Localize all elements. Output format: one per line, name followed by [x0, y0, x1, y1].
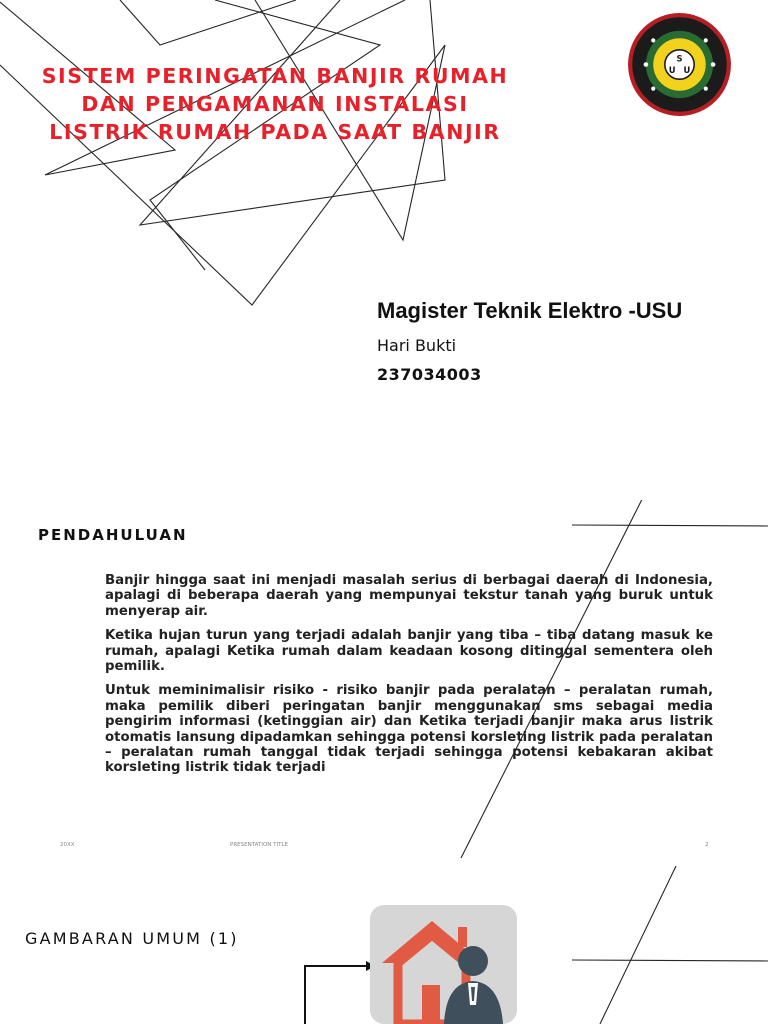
- footer-presentation-title: PRESENTATION TITLE: [230, 842, 289, 848]
- title-slide: [0, 0, 768, 500]
- introduction-slide: [0, 500, 768, 858]
- paragraph: Banjir hingga saat ini menjadi masalah serius di berbagai daerah di Indonesia, apalagi di beberapa daerah yang mempunyai tekstur tanah yang buruk untuk menyerap air.: [105, 573, 713, 619]
- section-heading: GAMBARAN UMUM (1): [25, 929, 239, 948]
- student-id: 237034003: [377, 365, 482, 384]
- author-info: [377, 298, 682, 394]
- introduction-text: [105, 573, 713, 785]
- presentation-title: SISTEM PERINGATAN BANJIR RUMAH DAN PENGAMANAN INSTALASI LISTRIK RUMAH PADA SAAT BANJIR: [41, 64, 509, 144]
- section-heading: PENDAHULUAN: [38, 526, 188, 544]
- footer-date: 20XX: [60, 842, 75, 848]
- svg-text:U: U: [683, 64, 691, 75]
- paragraph: Untuk meminimalisir risiko - risiko banjir pada peralatan – peralatan rumah, maka pemilik diberi peringatan banjir menggunakan sms sebagai media pengirim informasi (ketinggian air) dan Ketika terjadi banjir maka arus listrik otomatis lansung dipadamkan sehingga potensi korsleting listrik pada peralatan – peralatan rumah tanggal tidak terjadi sehingga potensi kebakaran akibat korsleting listrik tidak terjadi: [105, 683, 713, 776]
- svg-text:S: S: [676, 53, 683, 64]
- house-owner-image: [370, 905, 517, 1024]
- paragraph: Ketika hujan turun yang terjadi adalah banjir yang tiba – tiba datang masuk ke rumah, apalagi Ketika rumah dalam keadaan kosong ditinggal sementera oleh pemilik.: [105, 628, 713, 675]
- overview-slide: [0, 858, 768, 1024]
- house-icon: [370, 905, 517, 1024]
- svg-text:U: U: [668, 64, 676, 75]
- footer-page-number: 2: [705, 842, 709, 848]
- author-name: Hari Bukti: [377, 336, 457, 355]
- university-seal-icon: [627, 12, 732, 117]
- program-name: Magister Teknik Elektro -USU: [377, 298, 683, 323]
